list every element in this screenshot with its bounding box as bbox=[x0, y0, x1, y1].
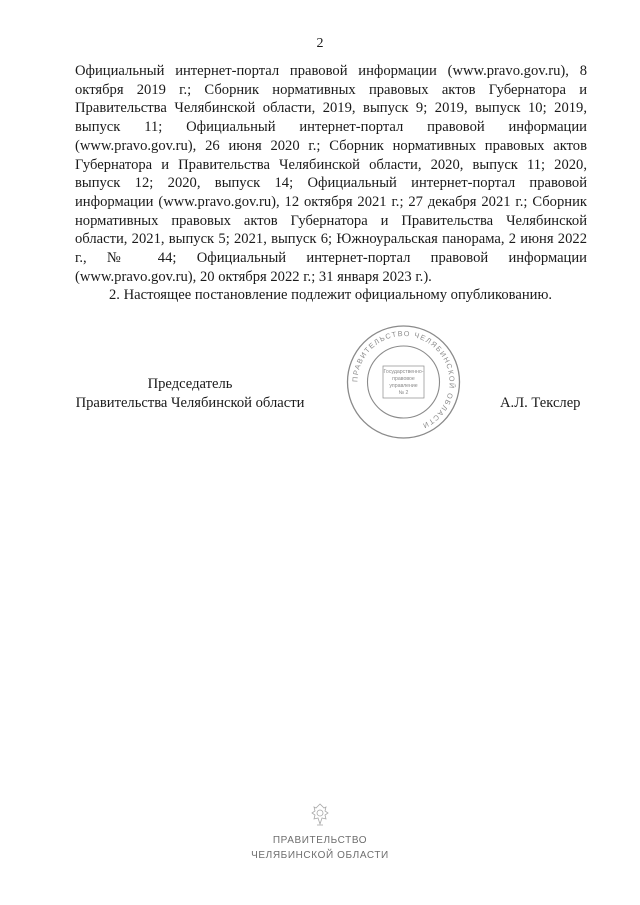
paragraph-publications-list: Официальный интернет-портал правовой информации (www.pravo.gov.ru), 8 октября 2019 г.; Сборник нормативных правовых актов Губернатора и Правительства Челябинской области, 2019, выпуск 9; 2019, выпуск 10; 2019, выпуск 11; Официальный интернет-портал правовой информации (www.pravo.gov.ru), 26 июня 2020 г.; Сборник нормативных правовых актов Губернатора и Правительства Челябинской области, 2020, выпуск 11; 2020, выпуск 12; 2020, выпуск 14; Официальный интернет-портал правовой информации (www.pravo.gov.ru), 12 октября 2021 г.; 27 декабря 2021 г.; Сборник нормативных правовых актов Губернатора и Правительства Челябинской области, 2021, выпуск 5; 2021, выпуск 6; Южноуральская панорама, 2 июня 2022 г., № 44; Официальный интернет-портал правовой информации (www.pravo.gov.ru), 20 октября 2022 г.; 31 января 2023 г.). bbox=[75, 63, 587, 285]
seal-center-line-3: управление bbox=[389, 383, 418, 389]
footer-emblem bbox=[0, 800, 640, 870]
footer-line-2: ЧЕЛЯБИНСКОЙ ОБЛАСТИ bbox=[251, 850, 389, 861]
seal-center-line-1: Государственно- bbox=[383, 369, 424, 375]
signatory-position-line-2: Правительства Челябинской области bbox=[75, 395, 305, 411]
page-number: 2 bbox=[316, 36, 324, 51]
official-seal bbox=[336, 322, 471, 442]
paragraph-publication-clause: 2. Настоящее постановление подлежит официальному опубликованию. bbox=[109, 287, 553, 304]
seal-center-line-2: правовое bbox=[392, 376, 415, 382]
seal-center-line-4: № 2 bbox=[398, 390, 409, 396]
signatory-position bbox=[60, 375, 320, 413]
signatory-position-line-1: Председатель bbox=[147, 376, 233, 392]
footer-line-1: ПРАВИТЕЛЬСТВО bbox=[272, 835, 368, 846]
footer-coat-of-arms-icon bbox=[305, 800, 335, 830]
seal-inner-ring bbox=[368, 346, 440, 418]
seal-ring-text: ПРАВИТЕЛЬСТВО ЧЕЛЯБИНСКОЙ ОБЛАСТИ bbox=[350, 328, 457, 431]
signatory-name: А.Л. Текслер bbox=[500, 395, 581, 411]
seal-outer-ring bbox=[348, 326, 460, 438]
document-body bbox=[75, 62, 587, 305]
